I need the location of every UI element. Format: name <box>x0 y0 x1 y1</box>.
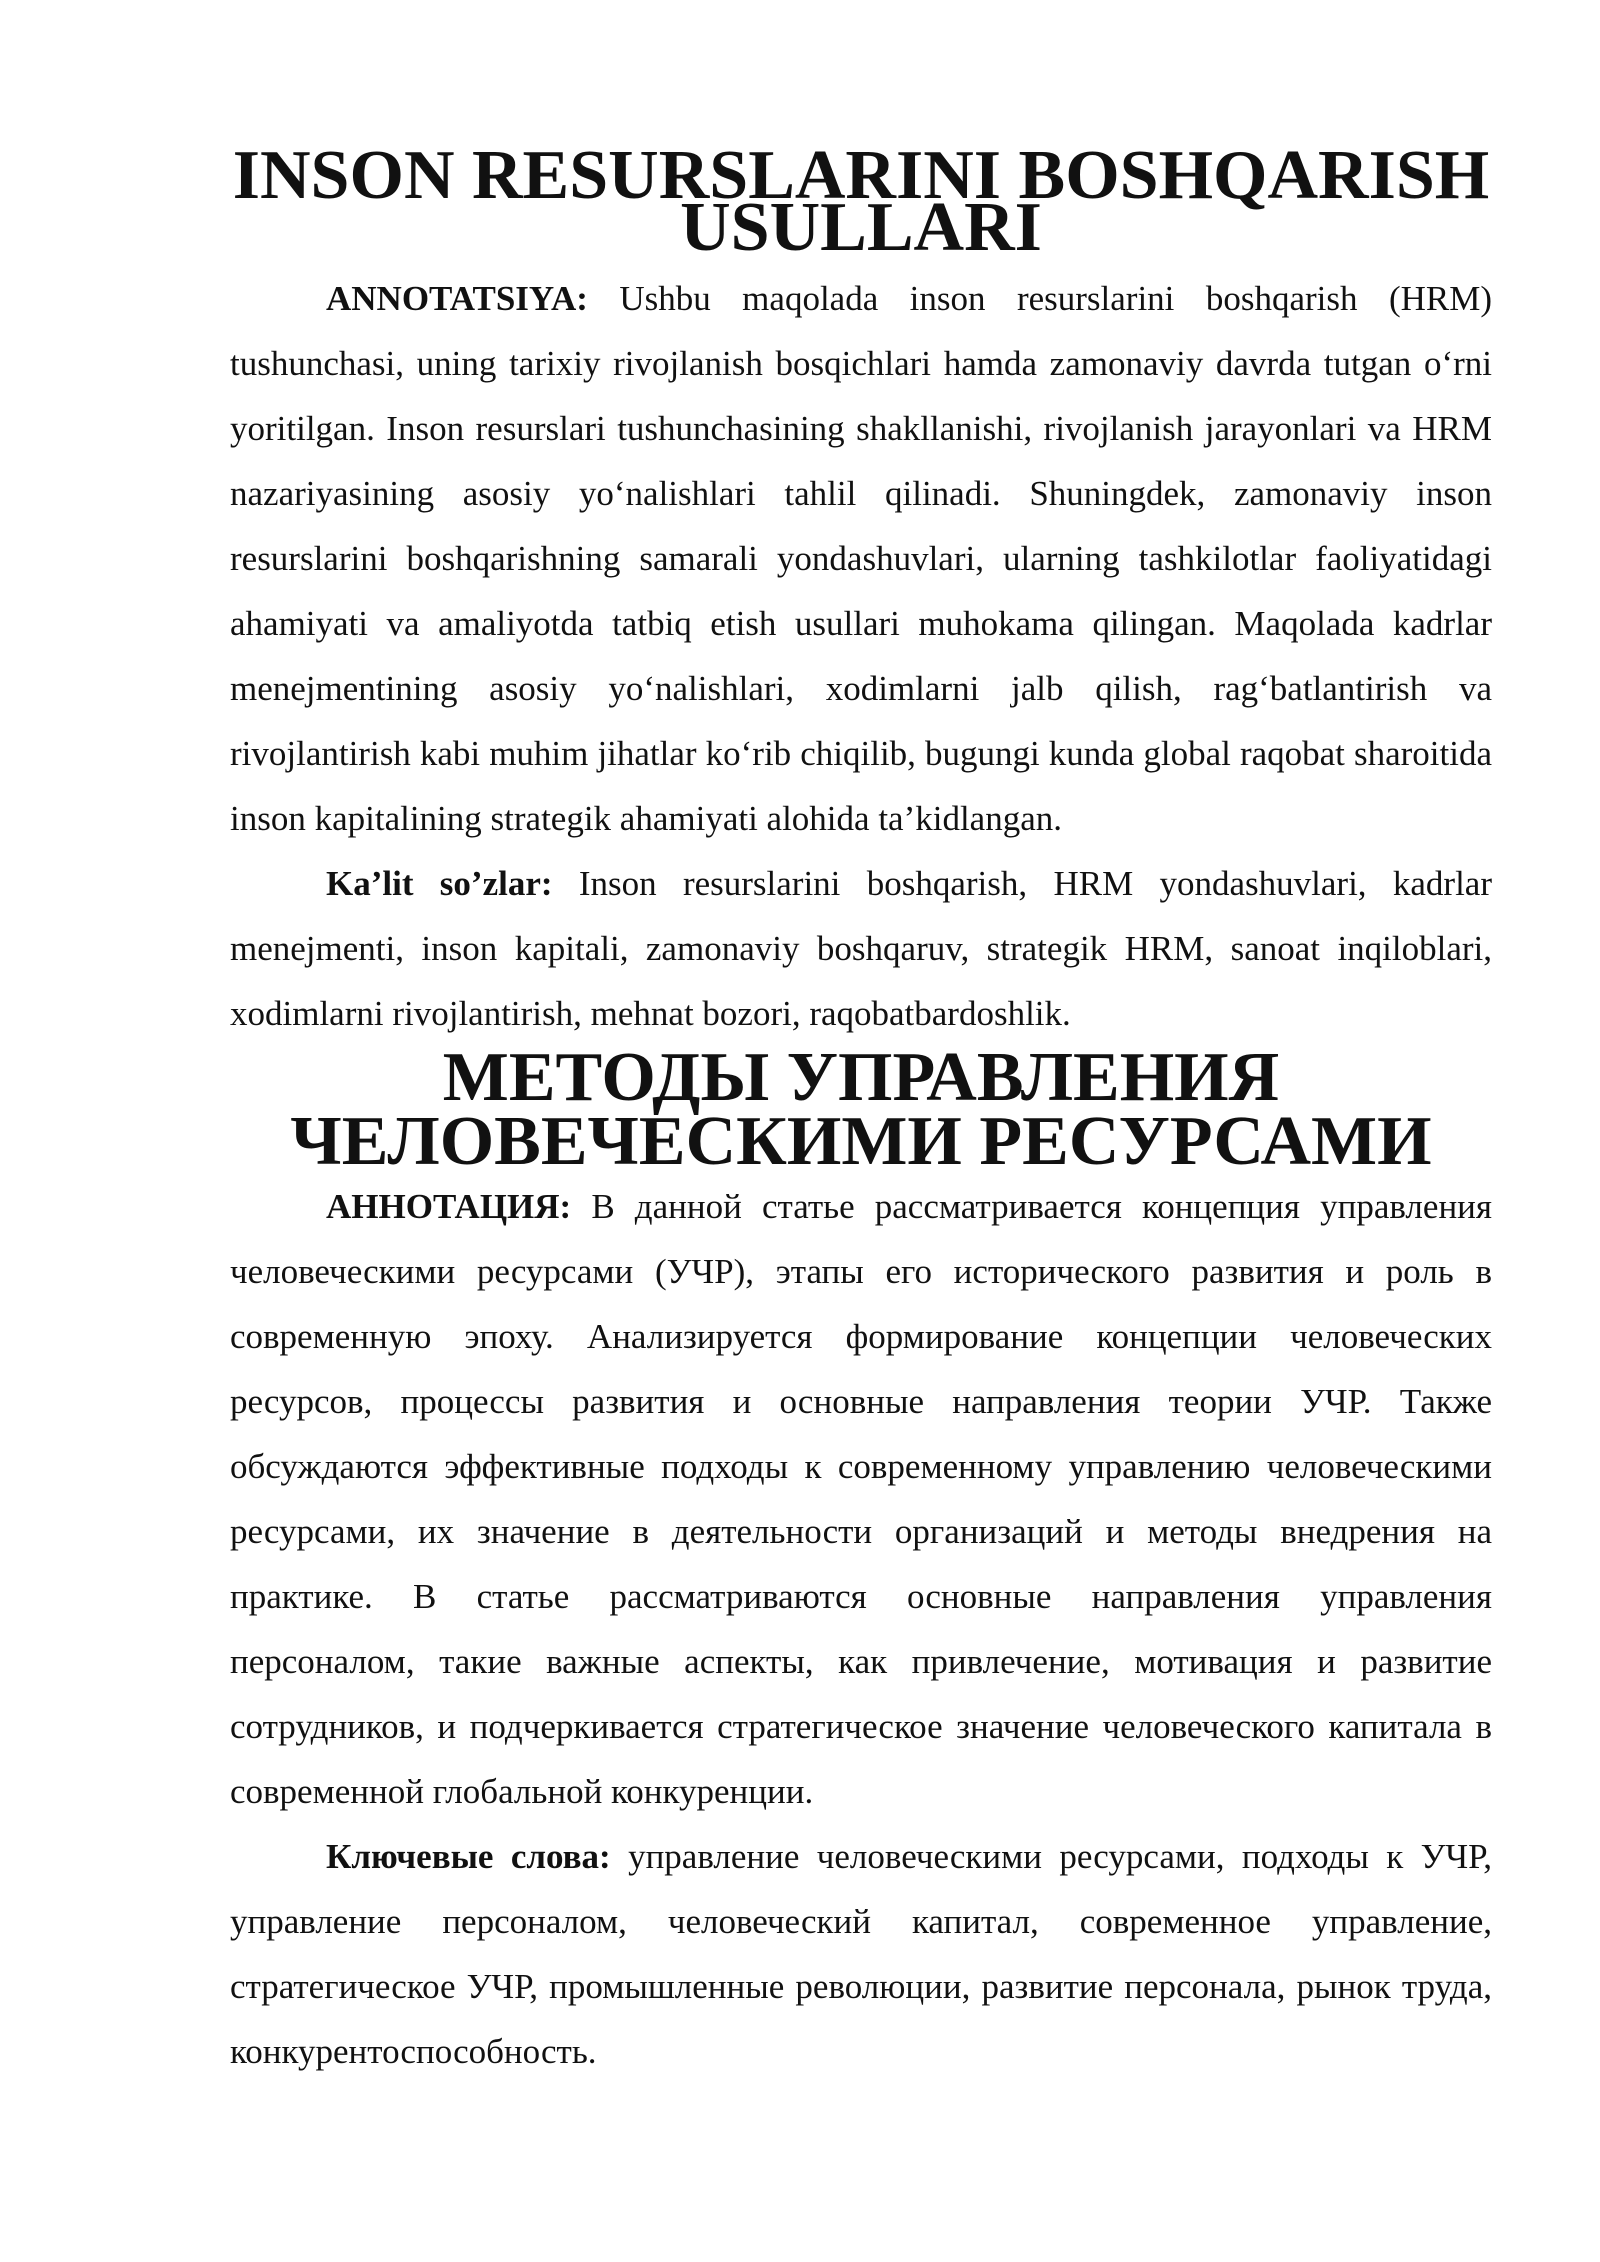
uz-annotation-label: ANNOTATSIYA: <box>326 279 588 318</box>
ru-keywords <box>230 1824 1492 2084</box>
ru-title: МЕТОДЫ УПРАВЛЕНИЯ ЧЕЛОВЕЧЕСКИМИ РЕСУРСАМИ <box>290 1039 1432 1180</box>
uz-keywords-label: Ka’lit so’zlar: <box>326 864 553 903</box>
ru-annotation <box>230 1174 1492 1824</box>
ru-keywords-label: Ключевые слова: <box>326 1837 611 1876</box>
ru-annotation-label: АННОТАЦИЯ: <box>326 1187 572 1226</box>
ru-keywords-text: управление человеческими ресурсами, подходы к УЧР, управление персоналом, человеческий капитал, современное управление, стратегическое УЧР, промышленные революции, развитие персонала, рынок труда, конкурентоспособность. <box>230 1837 1492 2071</box>
uz-annotation-text: Ushbu maqolada inson resurslarini boshqarish (HRM) tushunchasi, uning tarixiy rivojlanish bosqichlari hamda zamonaviy davrda tutgan o‘rni yoritilgan. Inson resurslari tushunchasining shakllanishi, rivojlanish jarayonlari va HRM nazariyasining asosiy yo‘nalishlari tahlil qilinadi. Shuningdek, zamonaviy inson resurslarini boshqarishning samarali yondashuvlari, ularning tashkilotlar faoliyatidagi ahamiyati va amaliyotda tatbiq etish usullari muhokama qilingan. Maqolada kadrlar menejmentining asosiy yo‘nalishlari, xodimlarni jalb qilish, rag‘batlantirish va rivojlantirish kabi muhim jihatlar ko‘rib chiqilib, bugungi kunda global raqobat sharoitida inson kapitalining strategik ahamiyati alohida ta’kidlangan. <box>230 279 1492 838</box>
ru-annotation-text: В данной статье рассматривается концепция управления человеческими ресурсами (УЧР), этапы его исторического развития и роль в современную эпоху. Анализируется формирование концепции человеческих ресурсов, процессы развития и основные направления теории УЧР. Также обсуждаются эффективные подходы к современному управлению человеческими ресурсами, их значение в деятельности организаций и методы внедрения на практике. В статье рассматриваются основные направления управления персоналом, такие важные аспекты, как привлечение, мотивация и развитие сотрудников, и подчеркивается стратегическое значение человеческого капитала в современной глобальной конкуренции. <box>230 1187 1492 1811</box>
uz-keywords-text: Inson resurslarini boshqarish, HRM yondashuvlari, kadrlar menejmenti, inson kapitali, zamonaviy boshqaruv, strategik HRM, sanoat inqiloblari, xodimlarni rivojlantirish, mehnat bozori, raqobatbardoshlik. <box>230 864 1492 1033</box>
uz-annotation <box>230 266 1492 851</box>
uz-title: INSON RESURSLARINI BOSHQARISH USULLARI <box>232 137 1490 266</box>
document-page <box>230 137 1492 2084</box>
uz-keywords <box>230 851 1492 1046</box>
